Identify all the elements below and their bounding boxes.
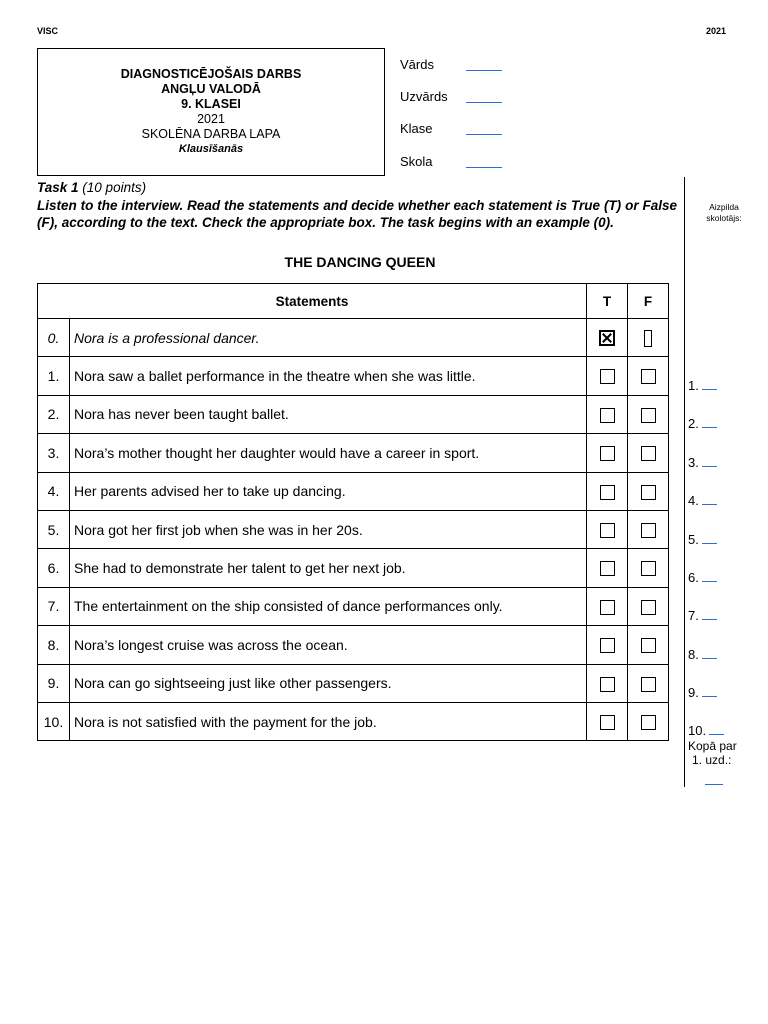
score-label: 4. [688, 493, 699, 508]
header-statements: Statements [38, 284, 587, 319]
title-line-4: 2021 [197, 112, 225, 126]
score-blank[interactable] [702, 492, 717, 505]
table-row [38, 549, 669, 587]
title-line-3: 9. KLASEI [181, 97, 241, 111]
score-label: 10. [688, 723, 707, 738]
score-item [688, 492, 717, 508]
row-statement: Nora’s longest cruise was across the ocean. [70, 626, 587, 664]
row-number: 3. [38, 434, 70, 472]
org-label: VISC [37, 26, 59, 36]
true-checkbox[interactable] [600, 485, 615, 500]
false-checkbox[interactable] [641, 446, 656, 461]
teacher-heading-line-1: Aizpilda [709, 202, 739, 212]
title-line-1: DIAGNOSTICĒJOŠAIS DARBS [120, 67, 302, 81]
score-label: 8. [688, 647, 699, 662]
title-line-6: Klausīšanās [178, 143, 244, 155]
score-item [688, 569, 717, 585]
true-checkbox[interactable] [600, 523, 615, 538]
score-blank[interactable] [702, 607, 717, 620]
false-checkbox[interactable] [641, 523, 656, 538]
score-item [688, 531, 717, 547]
missing-glyph-icon [644, 330, 652, 347]
row-statement: Nora saw a ballet performance in the theatre when she was little. [70, 357, 587, 395]
row-number: 8. [38, 626, 70, 664]
row-number: 7. [38, 587, 70, 625]
score-blank[interactable] [702, 569, 717, 582]
task-instructions [37, 179, 677, 232]
row-statement: Nora got her first job when she was in her 20s. [70, 510, 587, 548]
row-statement: Nora has never been taught ballet. [70, 395, 587, 433]
score-blank[interactable] [702, 684, 717, 697]
row-number: 0. [38, 319, 70, 357]
title-line-2: ANGĻU VALODĀ [161, 82, 261, 96]
score-label: 6. [688, 570, 699, 585]
true-checkbox[interactable] [600, 446, 615, 461]
teacher-heading-line-2: skolotājs: [706, 213, 742, 223]
row-statement: The entertainment on the ship consisted of dance performances only. [70, 587, 587, 625]
header-true: T [587, 284, 628, 319]
score-blank[interactable] [702, 377, 717, 390]
field-label-skola: Skola [400, 154, 433, 169]
table-row [38, 472, 669, 510]
row-number: 6. [38, 549, 70, 587]
row-number: 5. [38, 510, 70, 548]
score-label: 5. [688, 532, 699, 547]
row-statement: Nora is a professional dancer. [70, 319, 587, 357]
task-points: (10 points) [82, 180, 147, 195]
field-label-klase: Klase [400, 121, 433, 136]
row-statement: Nora is not satisfied with the payment for the job. [70, 702, 587, 740]
true-checkbox[interactable] [600, 715, 615, 730]
score-item [688, 454, 717, 470]
true-checkbox[interactable] [600, 561, 615, 576]
score-item [688, 377, 717, 393]
score-item [688, 722, 724, 738]
false-checkbox[interactable] [641, 561, 656, 576]
statements-table [37, 283, 669, 741]
row-number: 1. [38, 357, 70, 395]
score-item [688, 646, 717, 662]
task-title: Task 1 [37, 180, 79, 195]
table-row [38, 357, 669, 395]
true-checkbox[interactable] [600, 677, 615, 692]
score-label: 7. [688, 608, 699, 623]
row-number: 2. [38, 395, 70, 433]
table-header-row [38, 284, 669, 319]
table-row [38, 395, 669, 433]
score-blank[interactable] [702, 646, 717, 659]
section-heading: THE DANCING QUEEN [284, 254, 436, 270]
false-checkbox[interactable] [641, 369, 656, 384]
score-label: 2. [688, 416, 699, 431]
false-checkbox-placeholder [628, 319, 669, 357]
field-input-uzvards[interactable] [466, 102, 502, 103]
table-row [38, 434, 669, 472]
total-score-blank[interactable] [705, 772, 723, 785]
table-row [38, 510, 669, 548]
field-label-vards: Vārds [400, 57, 434, 72]
row-statement: Her parents advised her to take up dancing. [70, 472, 587, 510]
false-checkbox[interactable] [641, 715, 656, 730]
score-blank[interactable] [702, 415, 717, 428]
title-line-5: SKOLĒNA DARBA LAPA [141, 127, 281, 141]
true-checkbox[interactable] [600, 600, 615, 615]
true-checkbox[interactable] [600, 638, 615, 653]
title-box [37, 48, 385, 176]
score-item [688, 684, 717, 700]
true-checkbox[interactable] [600, 369, 615, 384]
false-checkbox[interactable] [641, 485, 656, 500]
field-input-klase[interactable] [466, 134, 502, 135]
false-checkbox[interactable] [641, 677, 656, 692]
score-blank[interactable] [702, 531, 717, 544]
false-checkbox[interactable] [641, 408, 656, 423]
row-number: 10. [38, 702, 70, 740]
field-input-skola[interactable] [466, 167, 502, 168]
true-checkbox-checked[interactable] [587, 319, 628, 357]
field-input-vards[interactable] [466, 70, 502, 71]
row-statement: Nora’s mother thought her daughter would have a career in sport. [70, 434, 587, 472]
score-label: 9. [688, 685, 699, 700]
field-label-uzvards: Uzvārds [400, 89, 448, 104]
header-false: F [628, 284, 669, 319]
false-checkbox[interactable] [641, 638, 656, 653]
score-blank[interactable] [709, 722, 724, 735]
row-number: 4. [38, 472, 70, 510]
task-text: Listen to the interview. Read the statements and decide whether each statement is True (T) or False (F), according to the text. Check the appropriate box. The task begins with an example (0). [37, 197, 677, 230]
teacher-column-divider [684, 177, 685, 787]
teacher-column-heading [686, 202, 762, 224]
score-blank[interactable] [702, 454, 717, 467]
score-item [688, 415, 717, 431]
false-checkbox[interactable] [641, 600, 656, 615]
row-number: 9. [38, 664, 70, 702]
row-statement: She had to demonstrate her talent to get her next job. [70, 549, 587, 587]
true-checkbox[interactable] [600, 408, 615, 423]
total-label-2: 1. uzd.: [692, 753, 732, 767]
table-row [38, 587, 669, 625]
table-row-example [38, 319, 669, 357]
checked-x-icon [599, 330, 615, 346]
row-statement: Nora can go sightseeing just like other passengers. [70, 664, 587, 702]
table-row [38, 702, 669, 740]
table-row [38, 626, 669, 664]
year-label: 2021 [706, 26, 727, 36]
score-item [688, 607, 717, 623]
total-label-1: Kopā par [688, 739, 737, 753]
score-label: 3. [688, 455, 699, 470]
table-row [38, 664, 669, 702]
score-label: 1. [688, 378, 699, 393]
